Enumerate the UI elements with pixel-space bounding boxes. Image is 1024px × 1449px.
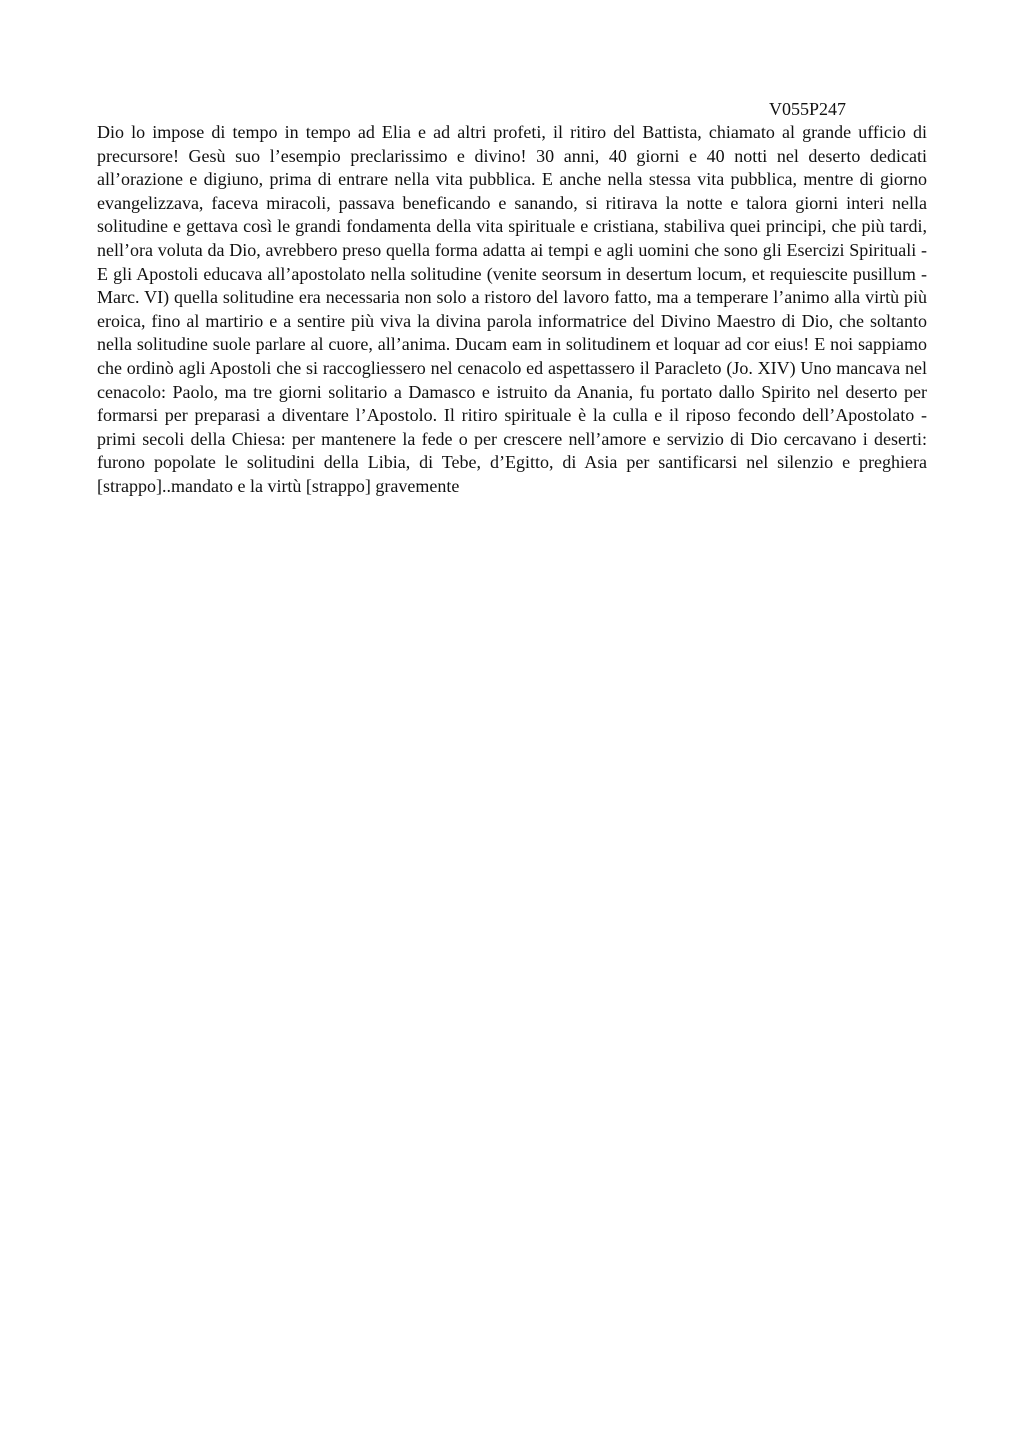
page-reference: V055P247 [769,99,847,119]
body-paragraph: Dio lo impose di tempo in tempo ad Elia e ad altri profeti, il ritiro del Battista, chiamato al grande ufficio di precursore! Gesù suo l’esempio preclarissimo e divino! 30 anni, 40 giorni e 40 notti nel deserto dedicati all’orazione e digiuno, prima di entrare nella vita pubblica. E anche nella stessa vita pubblica, mentre di giorno evangelizzava, faceva miracoli, passava beneficando e sanando, si ritirava la notte e talora giorni interi nella solitudine e gettava così le grandi fondamenta della vita spirituale e cristiana, stabiliva quei principi, che più tardi, nell’ora voluta da Dio, avrebbero preso quella forma adatta ai tempi e agli uomini che sono gli Esercizi Spirituali - E gli Apostoli educava all’apostolato nella solitudine (venite seorsum in desertum locum, et requiescite pusillum - Marc. VI) quella solitudine era necessaria non solo a ristoro del lavoro fatto, ma a temperare l’animo alla virtù più eroica, fino al martirio e a sentire più viva la divina parola informatrice del Divino Maestro di Dio, che soltanto nella solitudine suole parlare al cuore, all’anima. Ducam eam in solitudinem et loquar ad cor eius! E noi sappiamo che ordinò agli Apostoli che si raccogliessero nel cenacolo ed aspettassero il Paracleto (Jo. XIV) Uno mancava nel cenacolo: Paolo, ma tre giorni solitario a Damasco e istruito da Anania, fu portato dallo Spirito nel deserto per formarsi per preparasi a diventare l’Apostolo. Il ritiro spirituale è la culla e il riposo fecondo dell’Apostolato - primi secoli della Chiesa: per mantenere la fede o per crescere nell’amore e servizio di Dio cercavano i deserti: furono popolate le solitudini della Libia, di Tebe, d’Egitto, di Asia per santificarsi nel silenzio e preghiera [strappo]..mandato e la virtù [strappo] gravemente [97,122,927,496]
